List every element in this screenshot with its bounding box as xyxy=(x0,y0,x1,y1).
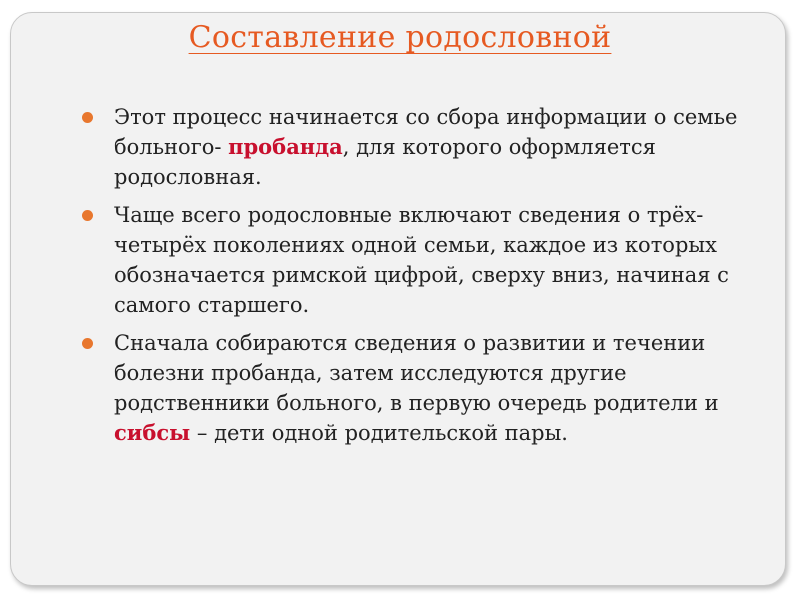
bullet-list xyxy=(78,102,738,456)
highlight-term-proband: пробанда xyxy=(228,134,343,159)
bullet-text: Сначала собираются сведения о развитии и течении болезни пробанда, затем исследуются другие родственники больного, в первую очередь родители и xyxy=(114,331,719,415)
slide-title: Составление родословной xyxy=(188,20,612,55)
bullet-dot-icon xyxy=(82,112,93,123)
bullet-item xyxy=(78,102,738,192)
bullet-item xyxy=(78,200,738,320)
bullet-item xyxy=(78,328,738,448)
bullet-dot-icon xyxy=(82,210,93,221)
bullet-text: – дети одной родительской пары. xyxy=(190,421,568,445)
bullet-text: , для которого оформляется родословная. xyxy=(114,135,656,189)
bullet-dot-icon xyxy=(82,338,93,349)
bullet-text: Этот процесс начинается со сбора информации о семье больного- xyxy=(114,105,738,159)
highlight-term-sibs: сибсы xyxy=(114,420,191,445)
bullet-text: Чаще всего родословные включают сведения о трёх- четырёх поколениях одной семьи, каждое из которых обозначается римской цифрой, сверху вниз, начиная с самого старшего. xyxy=(114,203,729,317)
